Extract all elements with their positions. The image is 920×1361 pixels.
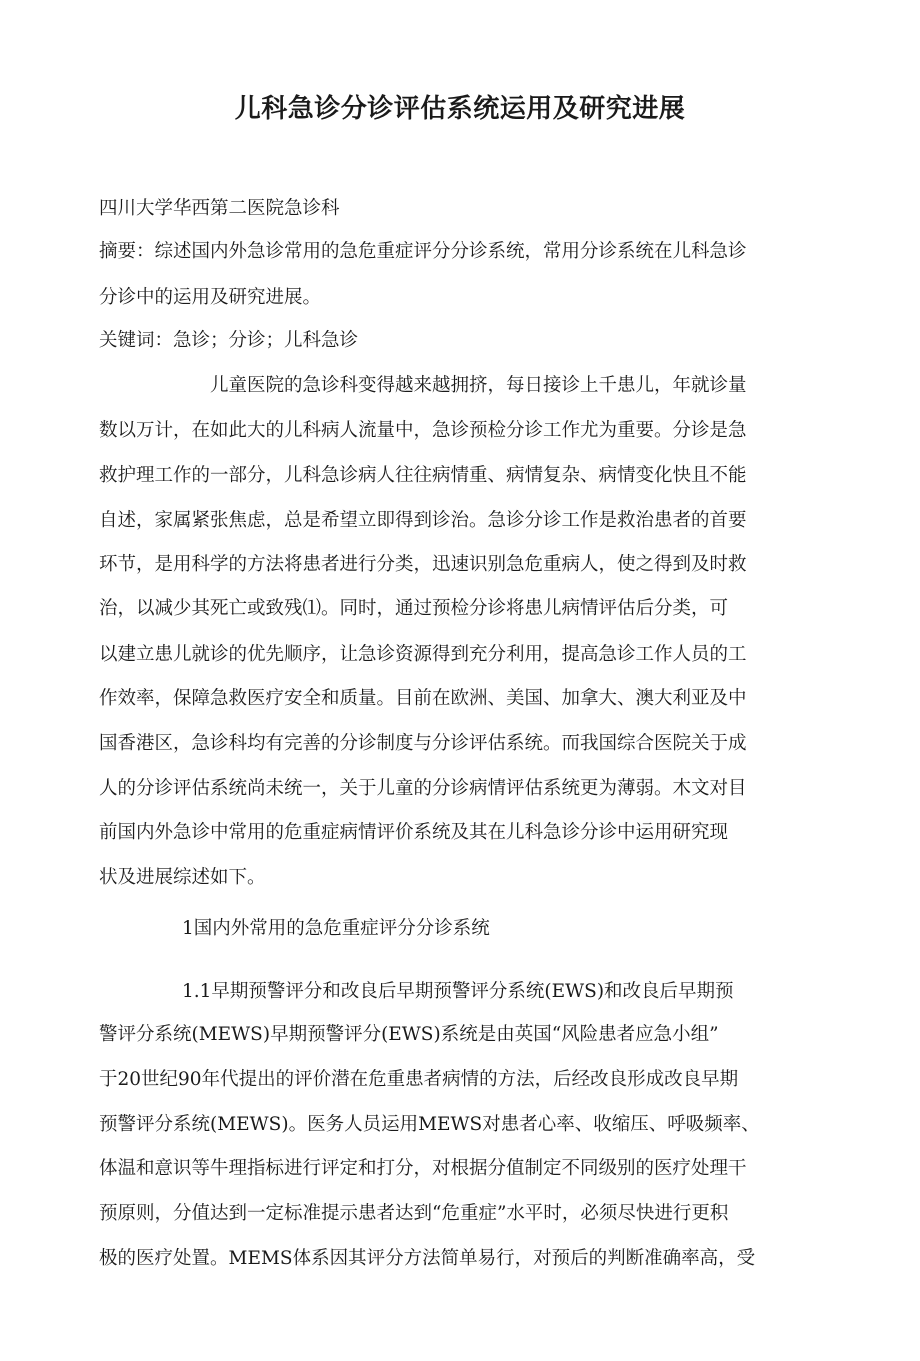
- section-heading: 1国内外常用的急危重症评分分诊系统: [182, 918, 490, 939]
- body-line: 数以万计，在如此大的儿科病人流量中，急诊预检分诊工作尤为重要。分诊是急: [99, 420, 747, 441]
- body-line: 环节，是用科学的方法将患者进行分类，迅速识别急危重病人，使之得到及时救: [99, 554, 747, 575]
- body-line: 警评分系统(MEWS)早期预警评分(EWS)系统是由英国“风险患者应急小组”: [99, 1024, 719, 1045]
- body-line: 前国内外急诊中常用的危重症病情评价系统及其在儿科急诊分诊中运用研究现: [99, 822, 729, 843]
- body-line: 预原则，分值达到一定标准提示患者达到“危重症”水平时，必须尽快进行更积: [99, 1203, 729, 1224]
- body-line: 作效率，保障急救医疗安全和质量。目前在欧洲、美国、加拿大、澳大利亚及中: [99, 688, 747, 709]
- body-line: 于20世纪90年代提出的评价潜在危重患者病情的方法，后经改良形成改良早期: [99, 1069, 739, 1090]
- abstract-line: 分诊中的运用及研究进展。: [99, 287, 322, 308]
- abstract-line: 摘要：综述国内外急诊常用的急危重症评分分诊系统，常用分诊系统在儿科急诊: [99, 241, 747, 262]
- body-line: 国香港区，急诊科均有完善的分诊制度与分诊评估系统。而我国综合医院关于成: [99, 733, 747, 754]
- body-line: 救护理工作的一部分，儿科急诊病人往往病情重、病情复杂、病情变化快且不能: [99, 465, 747, 486]
- body-line: 预警评分系统(MEWS)。医务人员运用MEWS对患者心率、收缩压、呼吸频率、: [99, 1114, 760, 1135]
- body-line: 人的分诊评估系统尚未统一，关于儿童的分诊病情评估系统更为薄弱。木文对目: [99, 778, 747, 799]
- body-line: 自述，家属紧张焦虑，总是希望立即得到诊治。急诊分诊工作是救治患者的首要: [99, 510, 747, 531]
- body-line: 状及进展综述如下。: [99, 867, 266, 888]
- body-line: 体温和意识等牛理指标进行评定和打分，对根据分值制定不同级别的医疗处理干: [99, 1158, 747, 1179]
- body-line: 儿童医院的急诊科变得越来越拥挤，每日接诊上千患儿，年就诊量: [210, 375, 747, 396]
- keywords: 关键词：急诊；分诊；儿科急诊: [99, 330, 359, 351]
- affiliation: 四川大学华西第二医院急诊科: [99, 198, 340, 219]
- body-line: 治，以减少其死亡或致残⑴。同时，通过预检分诊将患儿病情评估后分类，可: [99, 598, 729, 619]
- body-line: 1.1早期预警评分和改良后早期预警评分系统(EWS)和改良后早期预: [182, 981, 734, 1002]
- document-title: 儿科急诊分诊评估系统运用及研究进展: [234, 94, 686, 124]
- body-line: 以建立患儿就诊的优先顺序，让急诊资源得到充分利用，提高急诊工作人员的工: [99, 644, 747, 665]
- body-line: 极的医疗处置。MEMS体系因其评分方法简单易行，对预后的判断准确率高，受: [99, 1248, 756, 1269]
